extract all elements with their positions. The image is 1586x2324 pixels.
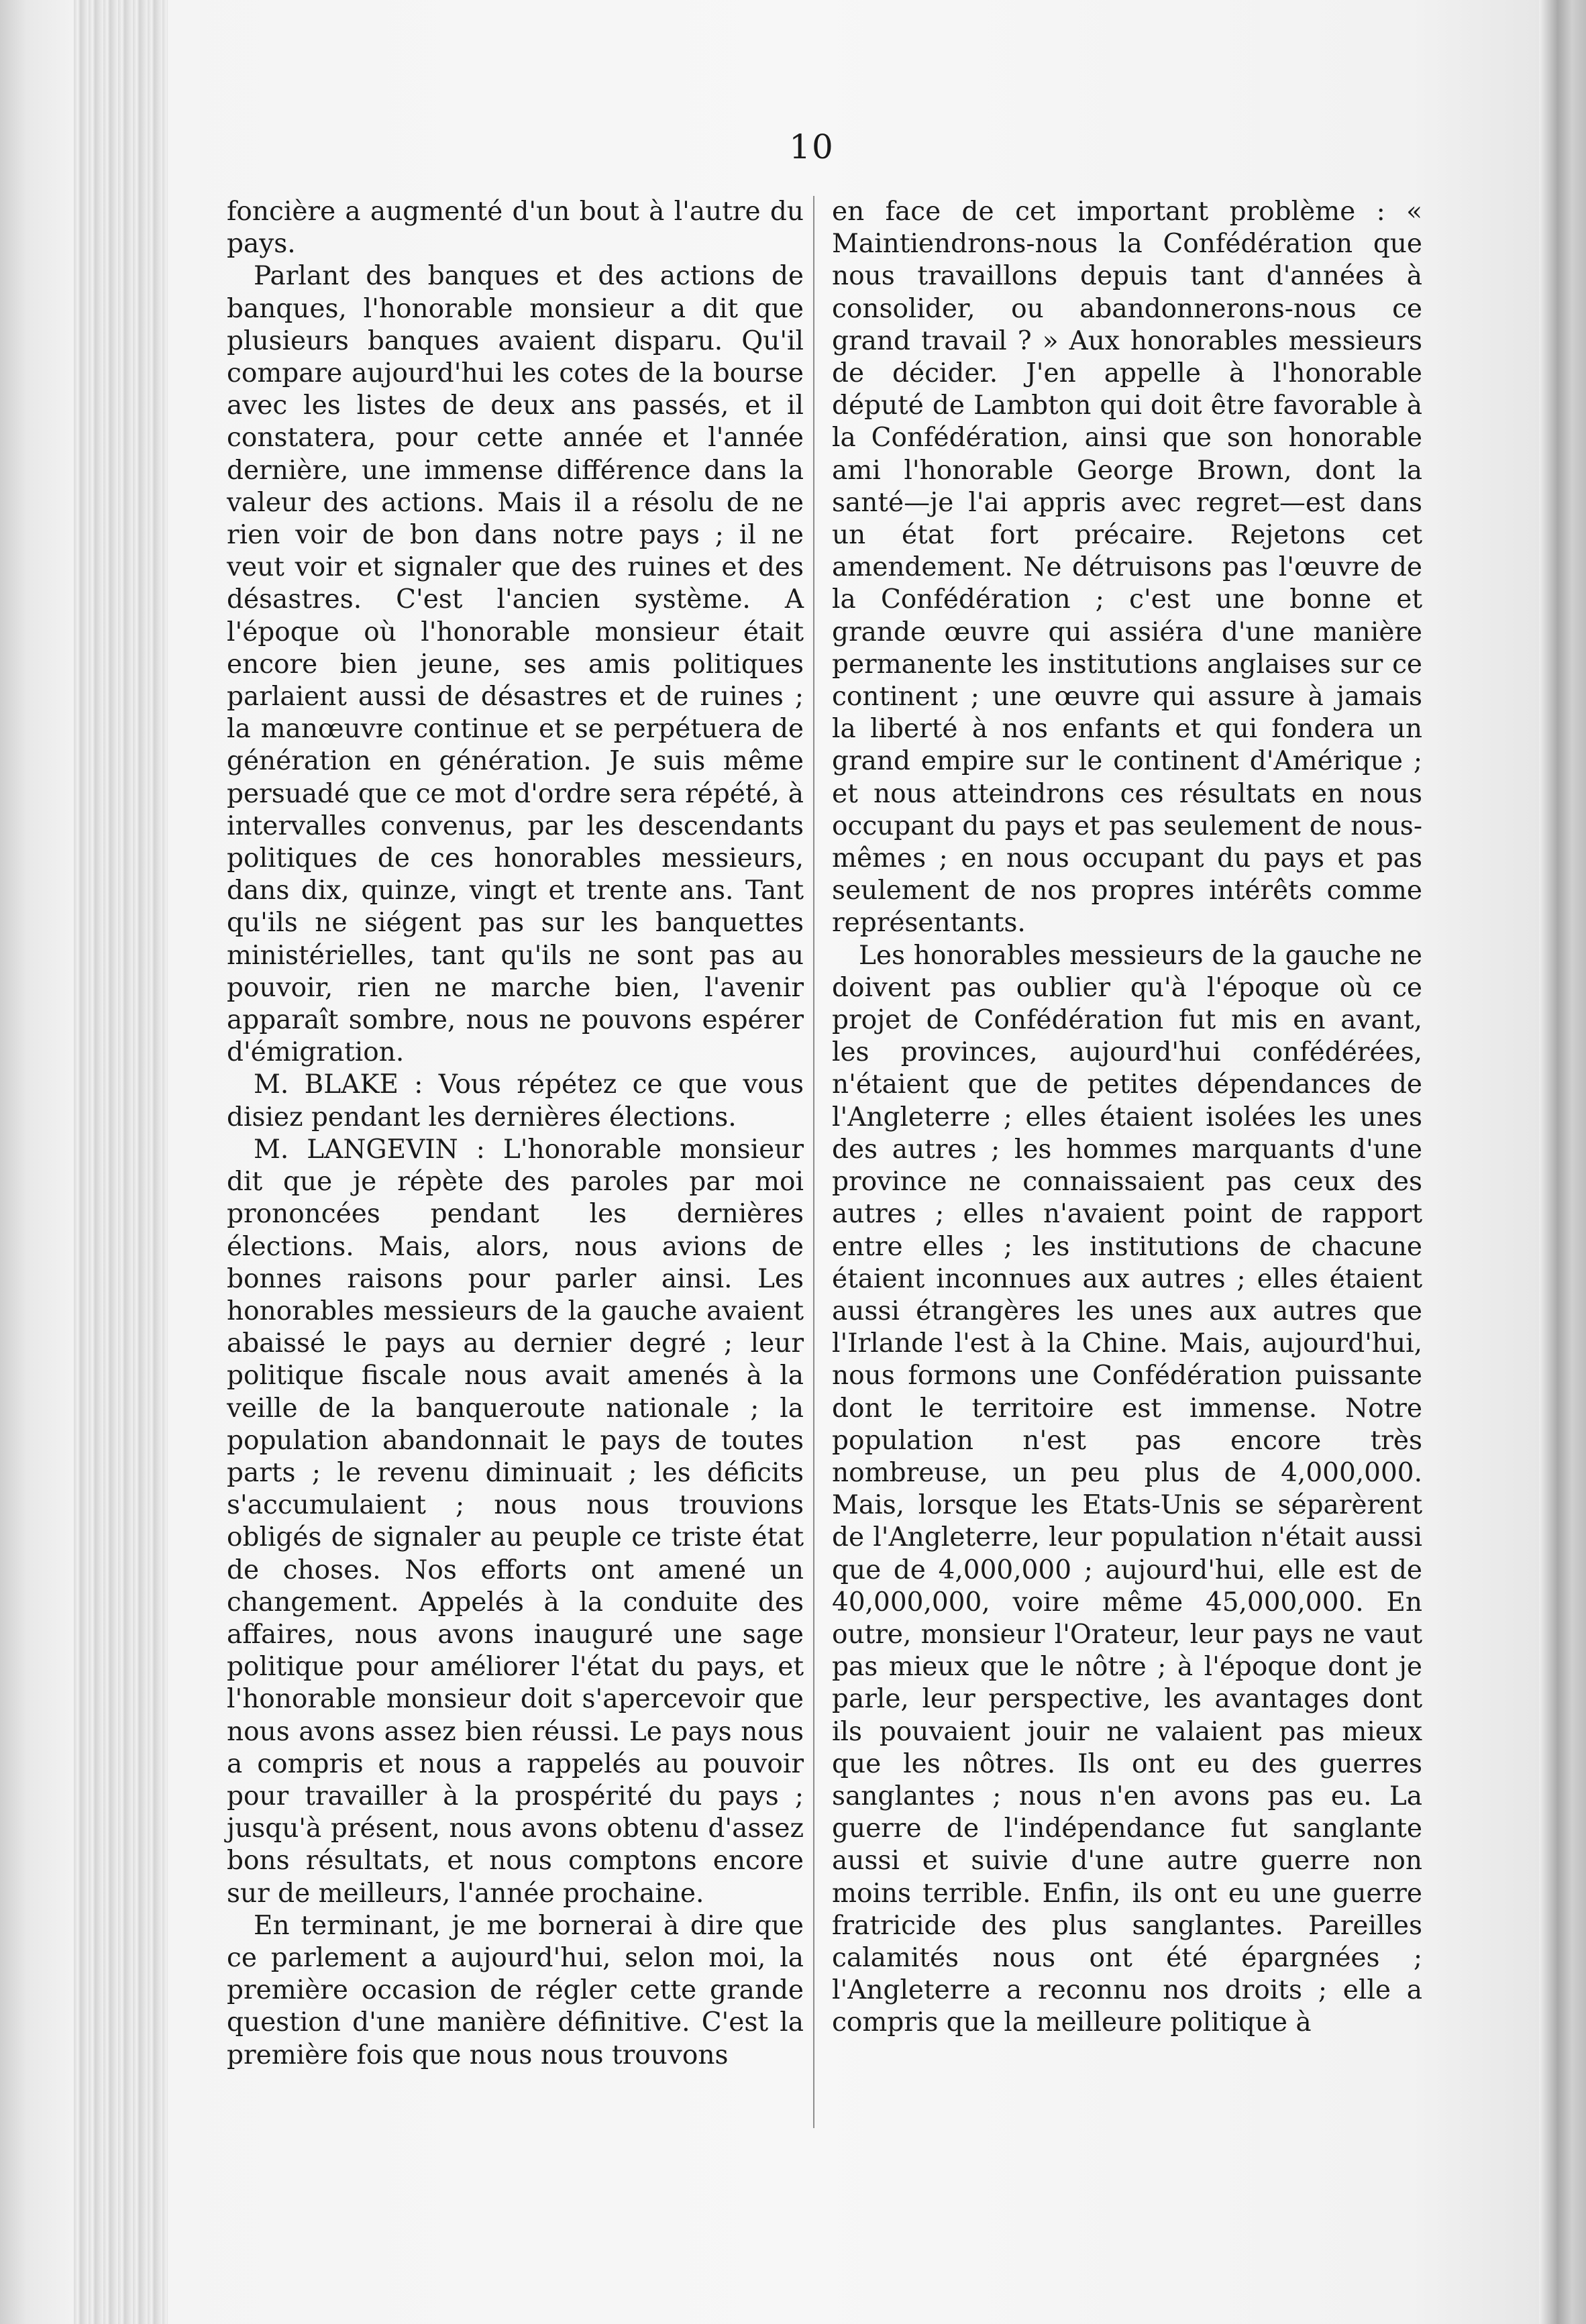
- column-divider: [813, 196, 814, 2128]
- paragraph: Parlant des banques et des actions de banques, l'honorable monsieur a dit que plusieurs banques avaient disparu. Qu'il compare aujourd'hui les cotes de la bourse avec les listes de deux ans passés, et il constatera, pour cette année et l'année dernière, une immense différence dans la valeur des actions. Mais il a résolu de ne rien voir de bon dans notre pays ; il ne veut voir et signaler que des ruines et des désastres. C'est l'ancien système. A l'époque où l'honorable monsieur était encore bien jeune, ses amis politiques parlaient aussi de désastres et de ruines ; la manœuvre continue et se perpétuera de génération en génération. Je suis même persuadé que ce mot d'ordre sera répété, à intervalles convenus, par les descendants politiques de ces honorables messieurs, dans dix, quinze, vingt et trente ans. Tant qu'ils ne siégent pas sur les banquettes ministérielles, tant qu'ils ne sont pas au pouvoir, rien ne marche bien, l'avenir apparaît sombre, nous ne pouvons espérer d'émigration.: [227, 261, 804, 1068]
- paragraph: M. LANGEVIN : L'honorable monsieur dit que je répète des paroles par moi prononcées pendant les dernières élections. Mais, alors, nous avions de bonnes raisons pour parler ainsi. Les honorables messieurs de la gauche avaient abaissé le pays au dernier degré ; leur politique fiscale nous avait amenés à la veille de la banqueroute nationale ; la population abandonnait le pays de toutes parts ; le revenu diminuait ; les déficits s'accumulaient ; nous nous trouvions obligés de signaler au peuple ce triste état de choses. Nos efforts ont amené un changement. Appelés à la conduite des affaires, nous avons inauguré une sage politique pour améliorer l'état du pays, et l'honorable monsieur doit s'apercevoir que nous avons assez bien réussi. Le pays nous a compris et nous a rappelés au pouvoir pour travailler à la prospérité du pays ; jusqu'à présent, nous avons obtenu d'assez bons résultats, et nous comptons encore sur de meilleurs, l'année prochaine.: [227, 1134, 804, 1909]
- page-number: 10: [789, 127, 835, 166]
- binding-edge: [74, 0, 168, 2324]
- right-column: [832, 196, 1422, 2040]
- paragraph: foncière a augmenté d'un bout à l'autre du pays.: [227, 197, 804, 260]
- left-column: [227, 196, 804, 2072]
- paragraph: En terminant, je me bornerai à dire que ce parlement a aujourd'hui, selon moi, la première occasion de régler cette grande question d'une manière définitive. C'est la première fois que nous nous trouvons: [227, 1910, 804, 2070]
- paragraph: M. BLAKE : Vous répétez ce que vous disiez pendant les dernières élections.: [227, 1069, 804, 1132]
- paragraph: Les honorables messieurs de la gauche ne doivent pas oublier qu'à l'époque où ce projet de Confédération fut mis en avant, les provinces, aujourd'hui confédérées, n'étaient que de petites dépendances de l'Angleterre ; elles étaient isolées les unes des autres ; les hommes marquants d'une province ne connaissaient pas ceux des autres ; elles n'avaient point de rapport entre elles ; les institutions de chacune étaient inconnues aux autres ; elles étaient aussi étrangères les unes aux autres que l'Irlande l'est à la Chine. Mais, aujourd'hui, nous formons une Confédération puissante dont le territoire est immense. Notre population n'est pas encore très nombreuse, un peu plus de 4,000,000. Mais, lorsque les Etats-Unis se séparèrent de l'Angleterre, leur population n'était aussi que de 4,000,000 ; aujourd'hui, elle est de 40,000,000, voire même 45,000,000. En outre, monsieur l'Orateur, leur pays ne vaut pas mieux que le nôtre ; à l'époque dont je parle, leur perspective, les avantages dont ils pouvaient jouir ne valaient pas mieux que les nôtres. Ils ont eu des guerres sanglantes ; nous n'en avons pas eu. La guerre de l'indépendance fut sanglante aussi et suivie d'une autre guerre non moins terrible. Enfin, ils ont eu une guerre fratricide des plus sanglantes. Pareilles calamités nous ont été épargnées ; l'Angleterre a reconnu nos droits ; elle a compris que la meilleure politique à: [832, 940, 1422, 2038]
- page-edge-shadow: [1539, 0, 1586, 2324]
- paragraph: en face de cet important problème : « Maintiendrons-nous la Confédération que nous travaillons depuis tant d'années à consolider, ou abandonnerons-nous ce grand travail ? » Aux honorables messieurs de décider. J'en appelle à l'honorable député de Lambton qui doit être favorable à la Confédération, ainsi que son honorable ami l'honorable George Brown, dont la santé—je l'ai appris avec regret—est dans un état fort précaire. Rejetons cet amendement. Ne détruisons pas l'œuvre de la Confédération ; c'est une bonne et grande œuvre qui assiéra d'une manière permanente les institutions anglaises sur ce continent ; une œuvre qui assure à jamais la liberté à nos enfants et qui fondera un grand empire sur le continent d'Amérique ; et nous atteindrons ces résultats en nous occupant du pays et pas seulement de nous-mêmes ; en nous occupant du pays et pas seulement de nos propres intérêts comme représentants.: [832, 197, 1422, 939]
